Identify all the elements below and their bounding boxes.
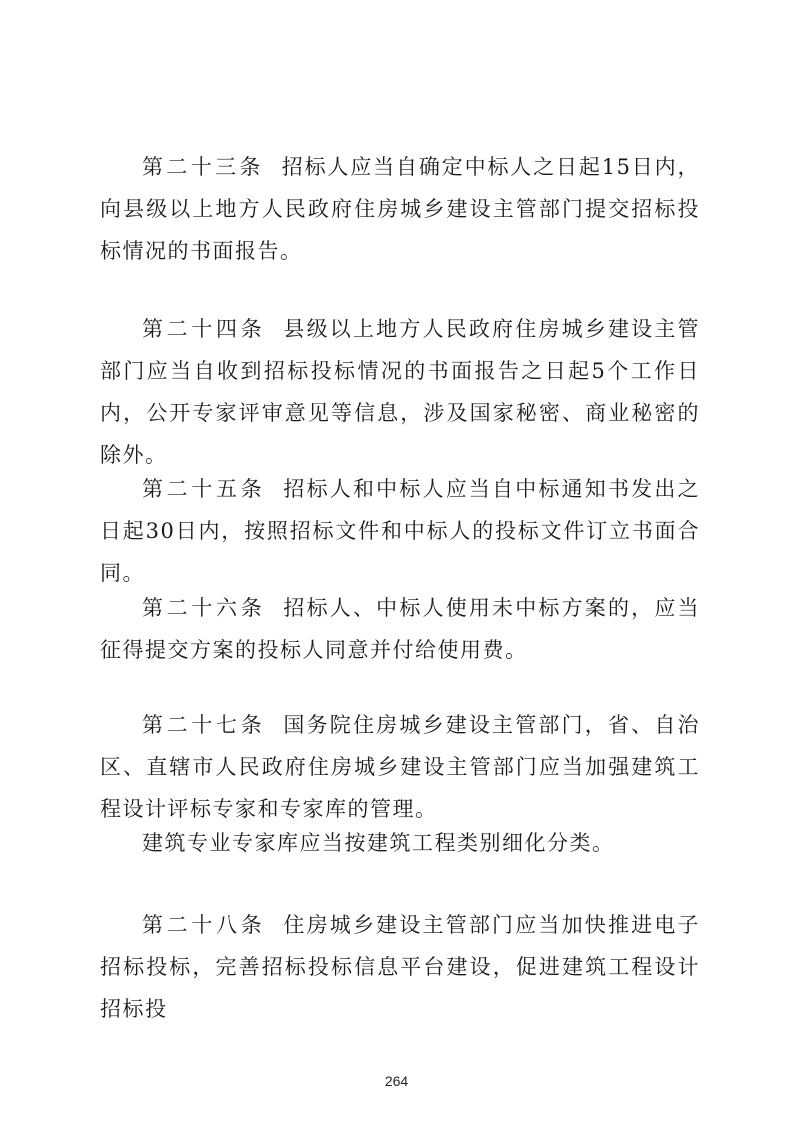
article-heading: 第二十八条: [142, 913, 266, 937]
article-text: 招标人、中标人使用未中标方案的，应当征得提交方案的投标人同意并付给使用费。: [100, 596, 701, 662]
article-23: [100, 146, 700, 272]
article-27: [100, 704, 700, 830]
page-number: 264: [384, 1073, 409, 1089]
article-text: 国务院住房城乡建设主管部门，省、自治区、直辖市人民政府住房城乡建设主管部门应当加强建筑工程设计评标专家和专家库的管理。: [100, 713, 701, 821]
article-text: 住房城乡建设主管部门应当加快推进电子招标投标，完善招标投标信息平台建设，促进建筑工程设计招标投: [100, 913, 701, 1021]
article-heading: 第二十三条: [142, 155, 264, 179]
article-25: [100, 468, 700, 594]
article-heading: 第二十六条: [142, 596, 266, 620]
article-text: 招标人和中标人应当自中标通知书发出之日起30日内，按照招标文件和中标人的投标文件订立书面合同。: [100, 477, 701, 585]
article-26: [100, 587, 700, 671]
article-27-continuation: 建筑专业专家库应当按建筑工程类别细化分类。: [142, 831, 615, 855]
article-heading: 第二十七条: [142, 713, 266, 737]
article-24: [100, 308, 700, 476]
article-28: [100, 904, 700, 1030]
article-text: 招标人应当自确定中标人之日起15日内，向县级以上地方人民政府住房城乡建设主管部门提交招标投标情况的书面报告。: [100, 155, 700, 263]
article-heading: 第二十五条: [142, 477, 266, 501]
article-heading: 第二十四条: [142, 317, 266, 341]
article-text: 县级以上地方人民政府住房城乡建设主管部门应当自收到招标投标情况的书面报告之日起5个工作日内，公开专家评审意见等信息，涉及国家秘密、商业秘密的除外。: [100, 317, 701, 467]
